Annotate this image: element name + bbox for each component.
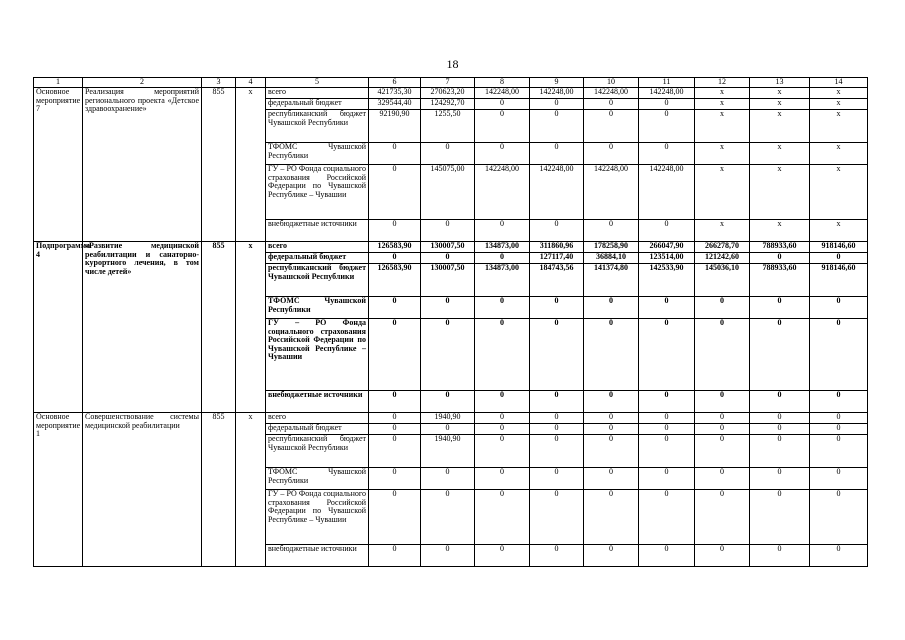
value-cell: 130007,50 bbox=[421, 242, 475, 253]
funding-source-cell: всего bbox=[266, 88, 369, 99]
budget-table bbox=[33, 77, 868, 567]
value-cell: 0 bbox=[584, 220, 639, 242]
value-cell: 142248,00 bbox=[530, 165, 584, 220]
value-cell: x bbox=[810, 165, 868, 220]
funding-source-cell: ТФОМС Чувашской Республики bbox=[266, 468, 369, 490]
program-code-cell: Подпрограмма 4 bbox=[34, 242, 83, 413]
agency-code-cell: 855 bbox=[202, 242, 236, 413]
value-cell: 142248,00 bbox=[639, 165, 695, 220]
funding-source-cell: ТФОМС Чувашской Республики bbox=[266, 143, 369, 165]
value-cell: 0 bbox=[369, 220, 421, 242]
funding-source-cell: всего bbox=[266, 242, 369, 253]
value-cell: 134873,00 bbox=[475, 242, 530, 253]
section-code-cell: x bbox=[236, 242, 266, 413]
value-cell: 0 bbox=[530, 545, 584, 567]
value-cell: x bbox=[695, 99, 750, 110]
value-cell: 0 bbox=[421, 297, 475, 319]
program-code-cell: Основное мероприятие 1 bbox=[34, 413, 83, 567]
program-title-cell: Совершенствование системы медицинской реабилитации bbox=[83, 413, 202, 567]
value-cell: 0 bbox=[475, 110, 530, 143]
value-cell: 0 bbox=[639, 545, 695, 567]
value-cell: 0 bbox=[584, 297, 639, 319]
value-cell: x bbox=[810, 143, 868, 165]
value-cell: 311860,96 bbox=[530, 242, 584, 253]
value-cell: 123514,00 bbox=[639, 253, 695, 264]
value-cell: 0 bbox=[810, 253, 868, 264]
value-cell: 0 bbox=[810, 545, 868, 567]
value-cell: 0 bbox=[639, 413, 695, 424]
value-cell: 0 bbox=[475, 143, 530, 165]
page-number: 18 bbox=[446, 57, 459, 71]
value-cell: 266047,90 bbox=[639, 242, 695, 253]
value-cell: 0 bbox=[584, 143, 639, 165]
value-cell: 92190,90 bbox=[369, 110, 421, 143]
funding-source-cell: республиканский бюджет Чувашской Республики bbox=[266, 435, 369, 468]
value-cell: 0 bbox=[810, 435, 868, 468]
value-cell: 134873,00 bbox=[475, 264, 530, 297]
value-cell: 1940,90 bbox=[421, 435, 475, 468]
value-cell: 0 bbox=[530, 143, 584, 165]
value-cell: 0 bbox=[639, 297, 695, 319]
value-cell: 0 bbox=[639, 468, 695, 490]
program-title-cell: Реализация мероприятий регионального проекта «Детское здравоохранение» bbox=[83, 88, 202, 242]
value-cell: 0 bbox=[369, 424, 421, 435]
value-cell: 0 bbox=[750, 545, 810, 567]
value-cell: 0 bbox=[639, 391, 695, 413]
funding-source-cell: ГУ – РО Фонда социального страхования Российской Федерации по Чувашской Республике – Чувашии bbox=[266, 319, 369, 391]
value-cell: 0 bbox=[369, 490, 421, 545]
value-cell: 142248,00 bbox=[475, 165, 530, 220]
value-cell: 0 bbox=[810, 297, 868, 319]
funding-source-cell: ТФОМС Чувашской Республики bbox=[266, 297, 369, 319]
value-cell: 0 bbox=[584, 468, 639, 490]
column-header: 10 bbox=[584, 78, 639, 88]
value-cell: 0 bbox=[475, 490, 530, 545]
value-cell: 1940,90 bbox=[421, 413, 475, 424]
value-cell: 0 bbox=[639, 490, 695, 545]
value-cell: 0 bbox=[369, 165, 421, 220]
funding-source-cell: республиканский бюджет Чувашской Республики bbox=[266, 264, 369, 297]
value-cell: 0 bbox=[639, 110, 695, 143]
value-cell: 0 bbox=[369, 435, 421, 468]
value-cell: 0 bbox=[475, 468, 530, 490]
value-cell: 127117,40 bbox=[530, 253, 584, 264]
column-header: 3 bbox=[202, 78, 236, 88]
value-cell: x bbox=[810, 110, 868, 143]
value-cell: 0 bbox=[584, 545, 639, 567]
value-cell: x bbox=[810, 220, 868, 242]
value-cell: x bbox=[750, 165, 810, 220]
value-cell: x bbox=[810, 99, 868, 110]
value-cell: 0 bbox=[369, 253, 421, 264]
column-header: 7 bbox=[421, 78, 475, 88]
value-cell: 0 bbox=[421, 490, 475, 545]
value-cell: x bbox=[695, 220, 750, 242]
section-code-cell: x bbox=[236, 413, 266, 567]
value-cell: 142248,00 bbox=[584, 165, 639, 220]
value-cell: 0 bbox=[584, 424, 639, 435]
value-cell: 0 bbox=[475, 424, 530, 435]
value-cell: 0 bbox=[530, 220, 584, 242]
value-cell: 788933,60 bbox=[750, 264, 810, 297]
column-header: 13 bbox=[750, 78, 810, 88]
column-header: 1 bbox=[34, 78, 83, 88]
value-cell: 1255,50 bbox=[421, 110, 475, 143]
value-cell: 142248,00 bbox=[475, 88, 530, 99]
column-header: 2 bbox=[83, 78, 202, 88]
value-cell: 0 bbox=[530, 391, 584, 413]
funding-source-cell: федеральный бюджет bbox=[266, 99, 369, 110]
value-cell: 0 bbox=[750, 297, 810, 319]
funding-source-cell: ГУ – РО Фонда социального страхования Российской Федерации по Чувашской Республике – Чувашии bbox=[266, 490, 369, 545]
value-cell: 0 bbox=[421, 253, 475, 264]
value-cell: 0 bbox=[475, 253, 530, 264]
value-cell: 0 bbox=[475, 413, 530, 424]
value-cell: 0 bbox=[810, 391, 868, 413]
value-cell: x bbox=[695, 165, 750, 220]
value-cell: 0 bbox=[750, 413, 810, 424]
value-cell: 0 bbox=[475, 545, 530, 567]
agency-code-cell: 855 bbox=[202, 413, 236, 567]
value-cell: 0 bbox=[584, 319, 639, 391]
value-cell: 130007,50 bbox=[421, 264, 475, 297]
value-cell: 0 bbox=[369, 413, 421, 424]
value-cell: 0 bbox=[530, 319, 584, 391]
column-header: 9 bbox=[530, 78, 584, 88]
value-cell: 0 bbox=[750, 319, 810, 391]
value-cell: 266278,70 bbox=[695, 242, 750, 253]
agency-code-cell: 855 bbox=[202, 88, 236, 242]
value-cell: 0 bbox=[810, 468, 868, 490]
value-cell: 0 bbox=[750, 490, 810, 545]
funding-source-cell: федеральный бюджет bbox=[266, 424, 369, 435]
value-cell: 0 bbox=[584, 490, 639, 545]
value-cell: 0 bbox=[421, 391, 475, 413]
funding-source-cell: внебюджетные источники bbox=[266, 391, 369, 413]
value-cell: x bbox=[695, 88, 750, 99]
value-cell: 0 bbox=[530, 424, 584, 435]
value-cell: 0 bbox=[639, 99, 695, 110]
value-cell: 0 bbox=[369, 391, 421, 413]
value-cell: 0 bbox=[810, 319, 868, 391]
value-cell: 329544,40 bbox=[369, 99, 421, 110]
value-cell: 0 bbox=[421, 319, 475, 391]
value-cell: 0 bbox=[695, 297, 750, 319]
column-header: 6 bbox=[369, 78, 421, 88]
value-cell: 124292,70 bbox=[421, 99, 475, 110]
value-cell: 0 bbox=[530, 413, 584, 424]
value-cell: 0 bbox=[369, 297, 421, 319]
column-header: 11 bbox=[639, 78, 695, 88]
value-cell: x bbox=[750, 110, 810, 143]
value-cell: 178258,90 bbox=[584, 242, 639, 253]
funding-source-cell: всего bbox=[266, 413, 369, 424]
table-row bbox=[34, 242, 868, 253]
value-cell: 0 bbox=[530, 99, 584, 110]
value-cell: 421735,30 bbox=[369, 88, 421, 99]
value-cell: 788933,60 bbox=[750, 242, 810, 253]
value-cell: 0 bbox=[695, 435, 750, 468]
value-cell: 0 bbox=[750, 424, 810, 435]
value-cell: 0 bbox=[475, 391, 530, 413]
funding-source-cell: республиканский бюджет Чувашской Республики bbox=[266, 110, 369, 143]
funding-source-cell: ГУ – РО Фонда социального страхования Российской Федерации по Чувашской Республике – Чувашии bbox=[266, 165, 369, 220]
value-cell: x bbox=[750, 88, 810, 99]
value-cell: 0 bbox=[750, 468, 810, 490]
value-cell: 0 bbox=[584, 99, 639, 110]
value-cell: 0 bbox=[584, 413, 639, 424]
value-cell: 142533,90 bbox=[639, 264, 695, 297]
value-cell: 0 bbox=[695, 319, 750, 391]
value-cell: 0 bbox=[810, 424, 868, 435]
value-cell: 0 bbox=[421, 468, 475, 490]
value-cell: 0 bbox=[695, 545, 750, 567]
value-cell: x bbox=[695, 110, 750, 143]
value-cell: 142248,00 bbox=[530, 88, 584, 99]
value-cell: 0 bbox=[584, 110, 639, 143]
column-header: 14 bbox=[810, 78, 868, 88]
value-cell: x bbox=[750, 143, 810, 165]
column-header: 5 bbox=[266, 78, 369, 88]
value-cell: x bbox=[810, 88, 868, 99]
value-cell: 0 bbox=[475, 319, 530, 391]
column-header: 8 bbox=[475, 78, 530, 88]
value-cell: 0 bbox=[639, 319, 695, 391]
value-cell: x bbox=[750, 99, 810, 110]
value-cell: 126583,90 bbox=[369, 242, 421, 253]
value-cell: 145075,00 bbox=[421, 165, 475, 220]
value-cell: 142248,00 bbox=[639, 88, 695, 99]
program-code-cell: Основное мероприятие 7 bbox=[34, 88, 83, 242]
funding-source-cell: федеральный бюджет bbox=[266, 253, 369, 264]
value-cell: 126583,90 bbox=[369, 264, 421, 297]
value-cell: 270623,20 bbox=[421, 88, 475, 99]
value-cell: 36884,10 bbox=[584, 253, 639, 264]
value-cell: x bbox=[695, 143, 750, 165]
value-cell: 0 bbox=[530, 110, 584, 143]
section-code-cell: x bbox=[236, 88, 266, 242]
program-title-cell: «Развитие медицинской реабилитации и санаторно-курортного лечения, в том числе детей» bbox=[83, 242, 202, 413]
value-cell: 0 bbox=[639, 424, 695, 435]
value-cell: 0 bbox=[695, 490, 750, 545]
value-cell: x bbox=[750, 220, 810, 242]
value-cell: 145036,10 bbox=[695, 264, 750, 297]
value-cell: 0 bbox=[475, 297, 530, 319]
value-cell: 141374,80 bbox=[584, 264, 639, 297]
value-cell: 142248,00 bbox=[584, 88, 639, 99]
value-cell: 0 bbox=[530, 468, 584, 490]
value-cell: 918146,60 bbox=[810, 242, 868, 253]
value-cell: 0 bbox=[421, 143, 475, 165]
value-cell: 0 bbox=[750, 435, 810, 468]
value-cell: 0 bbox=[475, 99, 530, 110]
value-cell: 0 bbox=[639, 220, 695, 242]
value-cell: 0 bbox=[810, 413, 868, 424]
value-cell: 0 bbox=[369, 468, 421, 490]
value-cell: 121242,60 bbox=[695, 253, 750, 264]
value-cell: 0 bbox=[695, 468, 750, 490]
value-cell: 0 bbox=[530, 297, 584, 319]
value-cell: 0 bbox=[369, 319, 421, 391]
funding-source-cell: внебюджетные источники bbox=[266, 220, 369, 242]
value-cell: 0 bbox=[421, 220, 475, 242]
value-cell: 0 bbox=[810, 490, 868, 545]
funding-source-cell: внебюджетные источники bbox=[266, 545, 369, 567]
value-cell: 0 bbox=[750, 253, 810, 264]
table-row bbox=[34, 413, 868, 424]
value-cell: 0 bbox=[584, 435, 639, 468]
value-cell: 918146,60 bbox=[810, 264, 868, 297]
column-header: 4 bbox=[236, 78, 266, 88]
value-cell: 0 bbox=[639, 435, 695, 468]
value-cell: 0 bbox=[584, 391, 639, 413]
header-row bbox=[34, 78, 868, 88]
value-cell: 184743,56 bbox=[530, 264, 584, 297]
value-cell: 0 bbox=[475, 435, 530, 468]
value-cell: 0 bbox=[530, 435, 584, 468]
table-row bbox=[34, 88, 868, 99]
value-cell: 0 bbox=[421, 545, 475, 567]
value-cell: 0 bbox=[369, 545, 421, 567]
value-cell: 0 bbox=[369, 143, 421, 165]
value-cell: 0 bbox=[695, 413, 750, 424]
value-cell: 0 bbox=[639, 143, 695, 165]
value-cell: 0 bbox=[421, 424, 475, 435]
value-cell: 0 bbox=[750, 391, 810, 413]
column-header: 12 bbox=[695, 78, 750, 88]
value-cell: 0 bbox=[530, 490, 584, 545]
value-cell: 0 bbox=[475, 220, 530, 242]
value-cell: 0 bbox=[695, 391, 750, 413]
value-cell: 0 bbox=[695, 424, 750, 435]
